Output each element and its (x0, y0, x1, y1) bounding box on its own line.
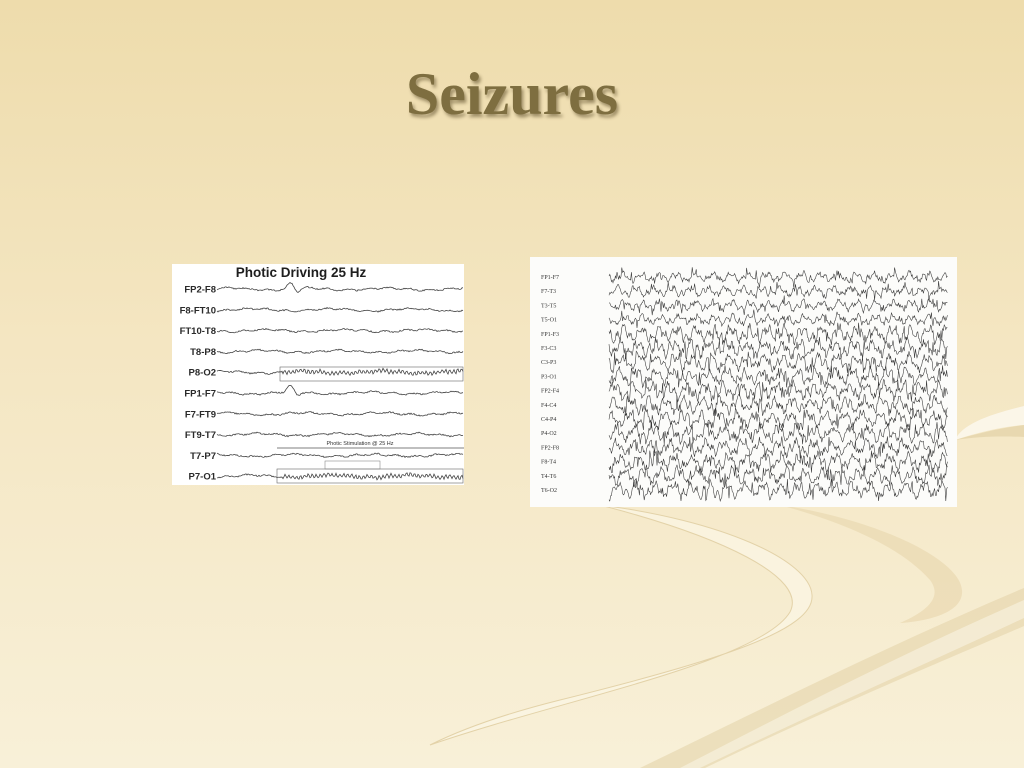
eeg-trace-fp2-f8 (217, 283, 463, 293)
eeg-trace-t4-t6 (609, 465, 947, 487)
eeg-figure-seizure (530, 257, 957, 507)
eeg-trace-fp1-f7 (217, 385, 463, 395)
eeg-trace-fp2-f4 (609, 380, 947, 402)
eeg-trace-p8-o2 (217, 368, 463, 375)
eeg-trace-fp1-f7 (609, 267, 947, 287)
eeg-trace-f8-ft10 (217, 307, 463, 312)
eeg-trace-t7-p7 (217, 453, 463, 457)
eeg-trace-p7-o1 (217, 473, 463, 480)
channel-label: T6-O2 (541, 488, 557, 494)
channel-label: F7-FT9 (184, 409, 216, 421)
channel-label: F7-T3 (541, 289, 556, 296)
channel-label: T8-P8 (190, 346, 216, 358)
eeg-trace-f7-ft9 (217, 412, 463, 417)
channel-label: F3-C3 (541, 346, 557, 352)
eeg-trace-c4-p4 (609, 408, 947, 430)
channel-label: T4-T6 (541, 473, 557, 480)
channel-label: FP1-F7 (541, 275, 560, 281)
eeg-trace-ft9-t7 (217, 432, 463, 437)
eeg-trace-fp1-f3 (609, 323, 947, 345)
eeg-trace-t6-o2 (609, 479, 947, 501)
eeg-trace-p4-o2 (609, 422, 947, 444)
channel-label: P4-O2 (541, 431, 557, 438)
time-scale-box (325, 461, 380, 469)
eeg-trace-ft10-t8 (217, 328, 463, 332)
channel-label: FP2-F4 (541, 388, 560, 395)
channel-label: F4-C4 (541, 402, 557, 409)
eeg-trace-f3-c3 (609, 337, 947, 359)
figure-title: Photic Driving 25 Hz (235, 265, 367, 280)
channel-label: F8-FT10 (179, 305, 216, 317)
channel-label: FP1-F3 (541, 331, 560, 338)
channel-label: F8-T4 (541, 459, 556, 466)
channel-label: FP2-F8 (541, 445, 560, 452)
eeg-trace-f7-t3 (609, 281, 947, 301)
channel-label: P3-O1 (541, 374, 557, 381)
channel-label: T7-P7 (190, 450, 216, 462)
eeg-figure-photic-driving (172, 264, 464, 485)
channel-label: P7-O1 (188, 471, 216, 483)
eeg-trace-t3-t5 (609, 296, 947, 316)
channel-label: T5-O1 (541, 317, 557, 324)
stimulation-annotation: Photic Stimulation @ 25 Hz (326, 441, 394, 447)
channel-label: FT9-T7 (184, 430, 216, 442)
channel-label: P8-O2 (188, 367, 216, 379)
channel-label: FT10-T8 (179, 326, 216, 338)
eeg-trace-t8-p8 (217, 349, 463, 353)
channel-label: FP2-F8 (184, 284, 216, 296)
eeg-trace-t5-o1 (609, 310, 947, 328)
channel-label: T3-T5 (541, 303, 557, 310)
channel-label: C3-P3 (541, 360, 557, 367)
channel-label: C4-P4 (541, 417, 557, 423)
channel-label: FP1-F7 (184, 388, 216, 400)
slide-title: Seizures (405, 61, 619, 127)
